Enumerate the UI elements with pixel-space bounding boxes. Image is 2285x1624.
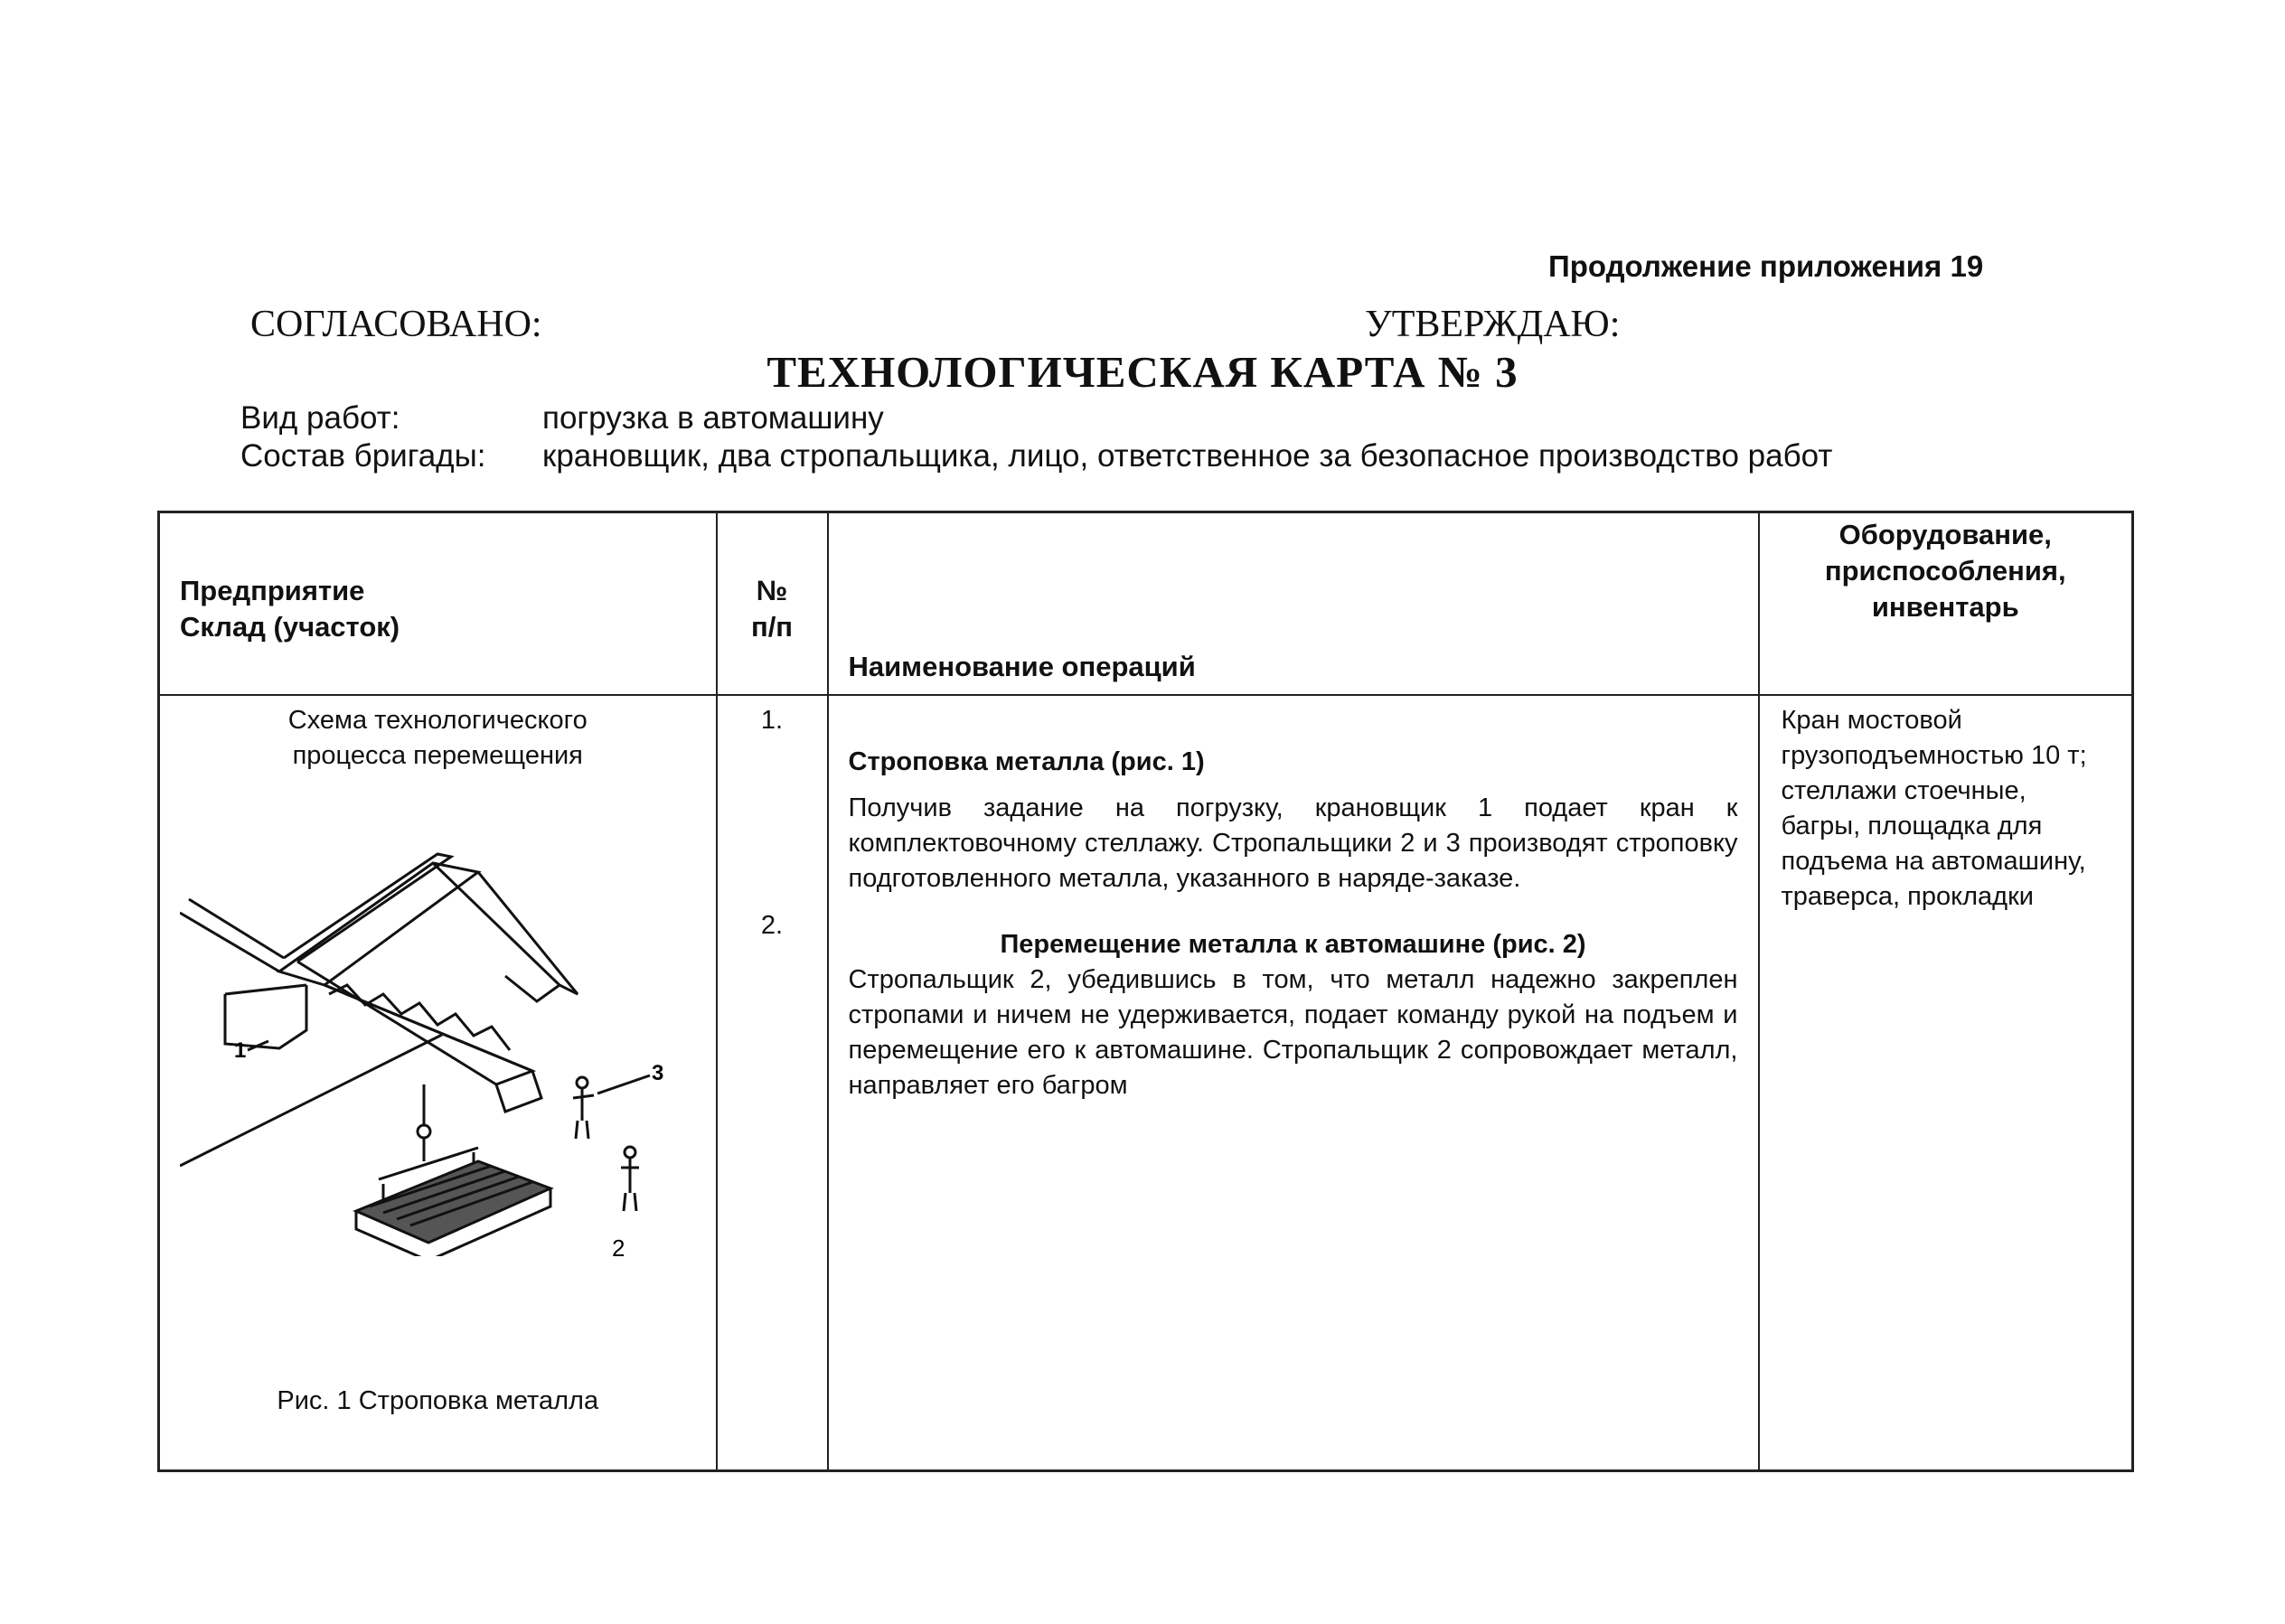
operation-2-title: Перемещение металла к автомашине (рис. 2)	[1000, 929, 1586, 959]
continuation-note: Продолжение приложения 19	[1548, 249, 1984, 283]
header-equipment	[1759, 512, 2133, 695]
operation-1-text: Получив задание на погрузку, крановщик 1 подает кран к комплектовочному стеллажу. Стропальщики 2 и 3 производят строповку подготовленного металла, указанного в наряде-заказе.	[848, 793, 1738, 893]
operation-2-text: Стропальщик 2, убедившись в том, что металл надежно закреплен стропами и ничем не удерживается, подает команду рукой на подъем и перемещение его к автомашине. Стропальщик 2 сопровождает металл, направляет его багром	[848, 964, 1738, 1100]
header-number-line2: п/п	[750, 611, 794, 643]
crew-label: Состав бригады:	[240, 438, 486, 474]
crane-slinging-figure	[180, 850, 722, 1256]
header-equipment-line1: Оборудование,	[1838, 519, 2052, 550]
header-number	[717, 512, 828, 695]
table-header-row	[159, 512, 2133, 695]
table-row	[159, 695, 2133, 1471]
figure-label-1: 1	[234, 1037, 247, 1063]
work-type-label: Вид работ:	[240, 400, 400, 436]
figure-label-2: 2	[612, 1234, 625, 1256]
equipment-cell: Кран мостовой грузоподъемностью 10 т; стеллажи стоечные, багры, площадка для подъема на автомашину, траверса, прокладки	[1759, 695, 2133, 1471]
agreed-label: СОГЛАСОВАНО:	[250, 304, 542, 345]
crew-value: крановщик, два стропальщика, лицо, ответственное за безопасное производство работ	[542, 438, 1833, 474]
number-cell	[717, 695, 828, 1471]
work-type-value: погрузка в автомашину	[542, 400, 884, 436]
header-enterprise	[159, 512, 717, 695]
scheme-title-line1: Схема технологического	[287, 705, 588, 735]
header-number-line1: №	[756, 575, 788, 606]
approve-label: УТВЕРЖДАЮ:	[1365, 304, 1621, 345]
operation-1-title: Строповка металла (рис. 1)	[848, 746, 1205, 776]
enterprise-cell	[159, 695, 717, 1471]
figure-label-3: 3	[652, 1060, 664, 1085]
scheme-title-line2: процесса перемещения	[292, 740, 583, 770]
scheme-title	[160, 703, 716, 774]
header-equipment-line3: инвентарь	[1871, 591, 2019, 623]
technology-card-table	[157, 511, 2134, 1472]
document-title: ТЕХНОЛОГИЧЕСКАЯ КАРТА № 3	[766, 347, 1519, 397]
header-equipment-line2: приспособления,	[1824, 555, 2066, 587]
operation-number-1: 1.	[760, 705, 784, 735]
figure-caption: Рис. 1 Строповка металла	[277, 1386, 599, 1415]
operations-cell	[828, 695, 1759, 1471]
header-enterprise-line2: Склад (участок)	[180, 611, 400, 643]
header-operations: Наименование операций	[828, 512, 1759, 695]
operation-number-2: 2.	[760, 910, 784, 940]
header-enterprise-line1: Предприятие	[180, 575, 365, 606]
